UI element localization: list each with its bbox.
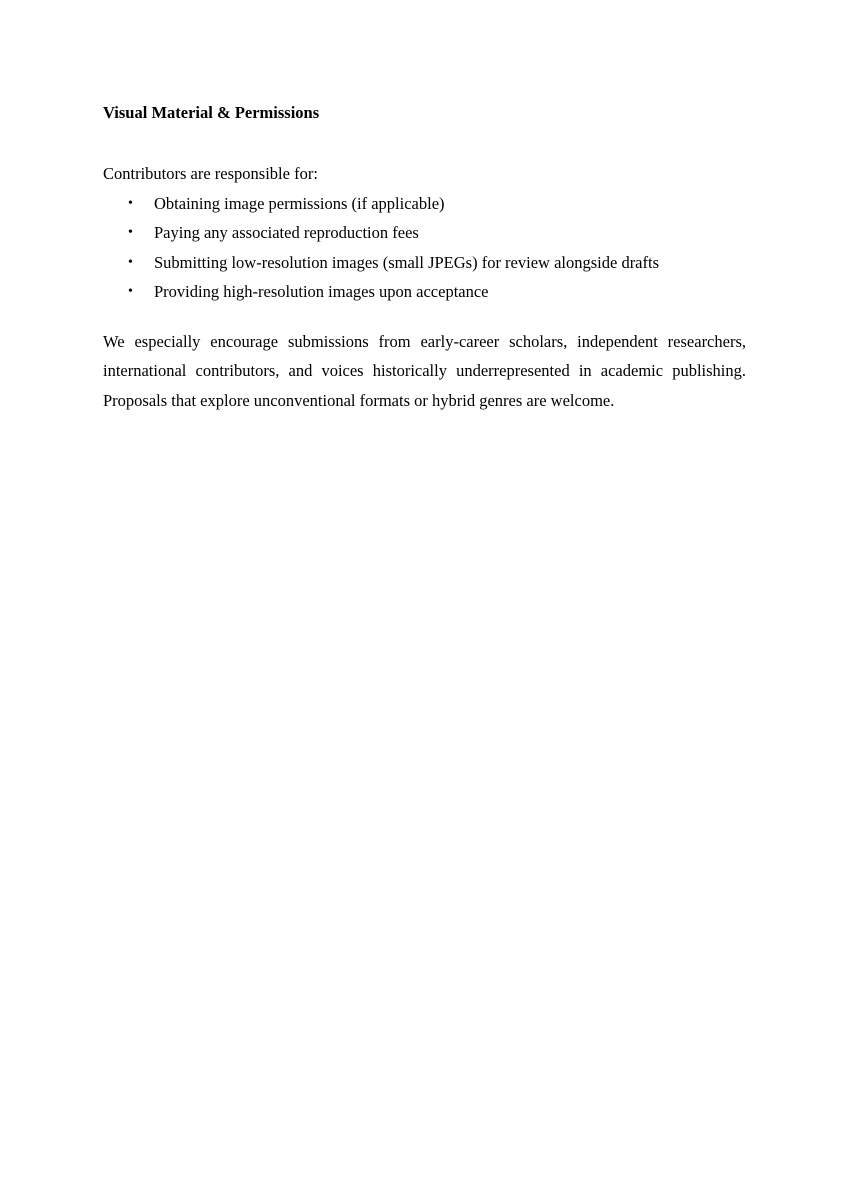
page-content	[103, 101, 746, 415]
list-item-text: Submitting low-resolution images (small JPEGs) for review alongside drafts	[154, 252, 660, 272]
bullet-icon: •	[128, 284, 133, 299]
list-item-text: Paying any associated reproduction fees	[154, 223, 419, 242]
list-item	[103, 277, 746, 307]
intro-text: Contributors are responsible for:	[103, 164, 318, 183]
list-item-text: Obtaining image permissions (if applicable)	[154, 193, 445, 213]
bullet-icon: •	[128, 195, 133, 211]
bullet-icon: •	[128, 254, 133, 270]
list-item	[103, 189, 746, 219]
list-item	[103, 218, 746, 248]
list-item-text: Providing high-resolution images upon acceptance	[154, 282, 489, 301]
bullet-icon: •	[128, 225, 133, 240]
section-heading: Visual Material & Permissions	[103, 103, 320, 122]
encouragement-paragraph: We especially encourage submissions from early-career scholars, independent researchers, international contributors, and voices historically underrepresented in academic publishing. Proposals that explore unconventional formats or hybrid genres are welcome.	[103, 331, 746, 410]
responsibilities-list	[103, 189, 746, 307]
list-item	[103, 248, 746, 278]
